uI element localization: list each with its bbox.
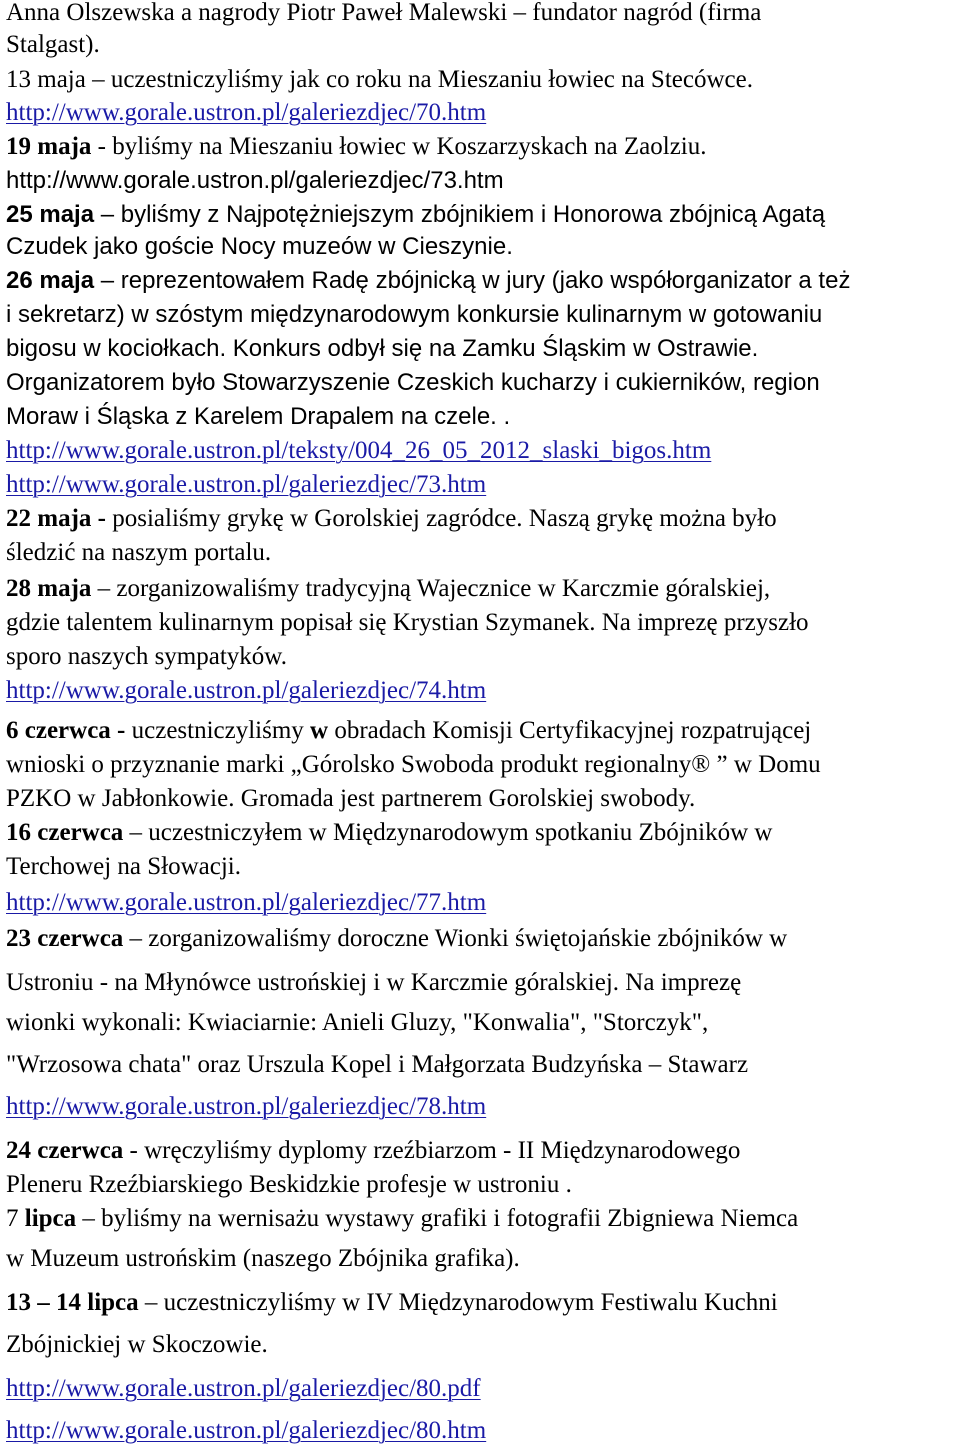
date-label: lipca [24,1205,77,1232]
text-line [6,1328,268,1362]
url-link[interactable]: http://www.gorale.ustron.pl/galeriezdjec/78.htm [6,1093,487,1120]
date-label: 13 – 14 lipca [6,1289,139,1316]
text-line [6,1202,798,1236]
text-line [6,1168,572,1202]
text-line [6,0,761,30]
text-span: uczestniczyliśmy [125,717,311,744]
text-span: – byliśmy na wernisażu wystawy grafiki i fotografii Zbigniewa Niemca [76,1205,799,1232]
date-label: 28 maja [6,575,92,602]
text-span: – uczestniczyłem w Międzynarodowym spotkaniu Zbójników w [123,819,773,846]
url-link[interactable]: http://www.gorale.ustron.pl/galeriezdjec/80.htm [6,1417,487,1444]
text-line [6,640,287,674]
text-span: Anna Olszewska a nagrody Piotr Paweł Malewski – fundator nagród (firma [6,0,762,26]
date-label: 26 maja [6,267,95,294]
text-span: Ustroniu - na Młynówce ustrońskiej i w Karczmie góralskiej. Na imprezę [6,969,742,996]
text-span: – byliśmy z Najpotężniejszym zbójnikiem i Honorowa zbójnicą Agatą [94,201,826,228]
text-span: Stalgast). [6,31,100,58]
text-span: Czudek jako goście Nocy muzeów w Cieszynie. [6,233,513,260]
text-line [6,816,772,850]
date-label: 23 czerwca [6,925,124,952]
text-line [6,468,486,502]
text-line [6,714,811,748]
text-line [6,1372,481,1406]
text-span: Pleneru Rzeźbiarskiego Beskidzkie profesje w ustroniu . [6,1171,572,1198]
text-line [6,536,271,570]
text-line [6,748,821,782]
text-line [6,502,777,536]
date-label: 16 czerwca [6,819,124,846]
text-span: PZKO w Jabłonkowie. Gromada jest partnerem Gorolskiej swobody. [6,785,696,812]
text-span: w Muzeum ustrońskim (naszego Zbójnika grafika). [6,1245,520,1272]
url-link[interactable]: http://www.gorale.ustron.pl/galeriezdjec/77.htm [6,889,487,916]
text-span: i sekretarz) w szóstym międzynarodowym konkursie kulinarnym w gotowaniu [6,301,823,328]
text-line [6,28,100,62]
text-span: wnioski o przyznanie marki „Górolsko Swoboda produkt regionalny® ” w Domu [6,751,821,778]
text-line [6,298,822,332]
text-line [6,1006,708,1040]
text-line [6,264,850,298]
text-line [6,572,770,606]
text-span: 7 [6,1205,25,1232]
text-span: - wręczyliśmy dyplomy rzeźbiarzom - II Międzynarodowego [123,1137,741,1164]
text-line [6,1414,486,1448]
text-span: "Wrzosowa chata" oraz Urszula Kopel i Małgorzata Budzyńska – Stawarz [6,1051,749,1078]
text-span: Moraw i Śląska z Karelem Drapalem na czele. . [6,403,511,430]
text-span: – uczestniczyliśmy w IV Międzynarodowym Festiwalu Kuchni [138,1289,778,1316]
url-link[interactable]: http://www.gorale.ustron.pl/galeriezdjec/73.htm [6,167,504,194]
text-line [6,966,741,1000]
date-label: 19 maja [6,133,92,160]
text-line [6,606,809,640]
text-line [6,164,504,198]
text-span: 13 maja – uczestniczyliśmy jak co roku na Mieszaniu łowiec na Stecówce. [6,66,753,93]
text-span: Terchowej na Słowacji. [6,853,241,880]
text-line [6,1090,486,1124]
text-line [6,782,695,816]
text-line [6,1048,748,1082]
text-span: – reprezentowałem Radę zbójnicką w jury (jako współorganizator a też [94,267,851,294]
date-label: 22 maja - [6,505,106,532]
text-span: obradach Komisji Certyfikacyjnej rozpatrującej [328,717,812,744]
text-span: Zbójnickiej w Skoczowie. [6,1331,268,1358]
text-span: posialiśmy grykę w Gorolskiej zagródce. Naszą grykę można było [105,505,777,532]
url-link[interactable]: http://www.gorale.ustron.pl/teksty/004_26_05_2012_slaski_bigos.htm [6,437,712,464]
text-line [6,366,820,400]
url-link[interactable]: http://www.gorale.ustron.pl/galeriezdjec/80.pdf [6,1375,481,1402]
text-line [6,63,753,97]
text-span: – zorganizowaliśmy doroczne Wionki świętojańskie zbójników w [123,925,788,952]
text-line [6,886,486,920]
text-line [6,434,711,468]
text-line [6,1286,778,1320]
text-line [6,332,758,366]
text-line [6,922,787,956]
text-span: – zorganizowaliśmy tradycyjną Wajecznice w Karczmie góralskiej, [91,575,771,602]
text-span: gdzie talentem kulinarnym popisał się Krystian Szymanek. Na imprezę przyszło [6,609,809,636]
url-link[interactable]: http://www.gorale.ustron.pl/galeriezdjec/74.htm [6,677,487,704]
date-label: 24 czerwca [6,1137,124,1164]
text-span: śledzić na naszym portalu. [6,539,272,566]
date-label: w [310,717,329,744]
text-span: sporo naszych sympatyków. [6,643,287,670]
text-span: Organizatorem było Stowarzyszenie Czeskich kucharzy i cukierników, region [6,369,820,396]
url-link[interactable]: http://www.gorale.ustron.pl/galeriezdjec/70.htm [6,99,487,126]
text-line [6,400,510,434]
text-line [6,96,486,130]
text-span: - byliśmy na Mieszaniu łowiec w Koszarzyskach na Zaolziu. [91,133,707,160]
text-span: wionki wykonali: Kwiaciarnie: Anieli Gluzy, "Konwalia", "Storczyk", [6,1009,709,1036]
date-label: 6 czerwca - [6,717,126,744]
text-line [6,1242,520,1276]
text-line [6,1134,740,1168]
date-label: 25 maja [6,201,95,228]
text-line [6,674,486,708]
text-span: bigosu w kociołkach. Konkurs odbył się na Zamku Śląskim w Ostrawie. [6,335,759,362]
text-line [6,130,707,164]
text-line [6,198,825,232]
text-line [6,850,241,884]
url-link[interactable]: http://www.gorale.ustron.pl/galeriezdjec/73.htm [6,471,487,498]
text-line [6,230,513,264]
